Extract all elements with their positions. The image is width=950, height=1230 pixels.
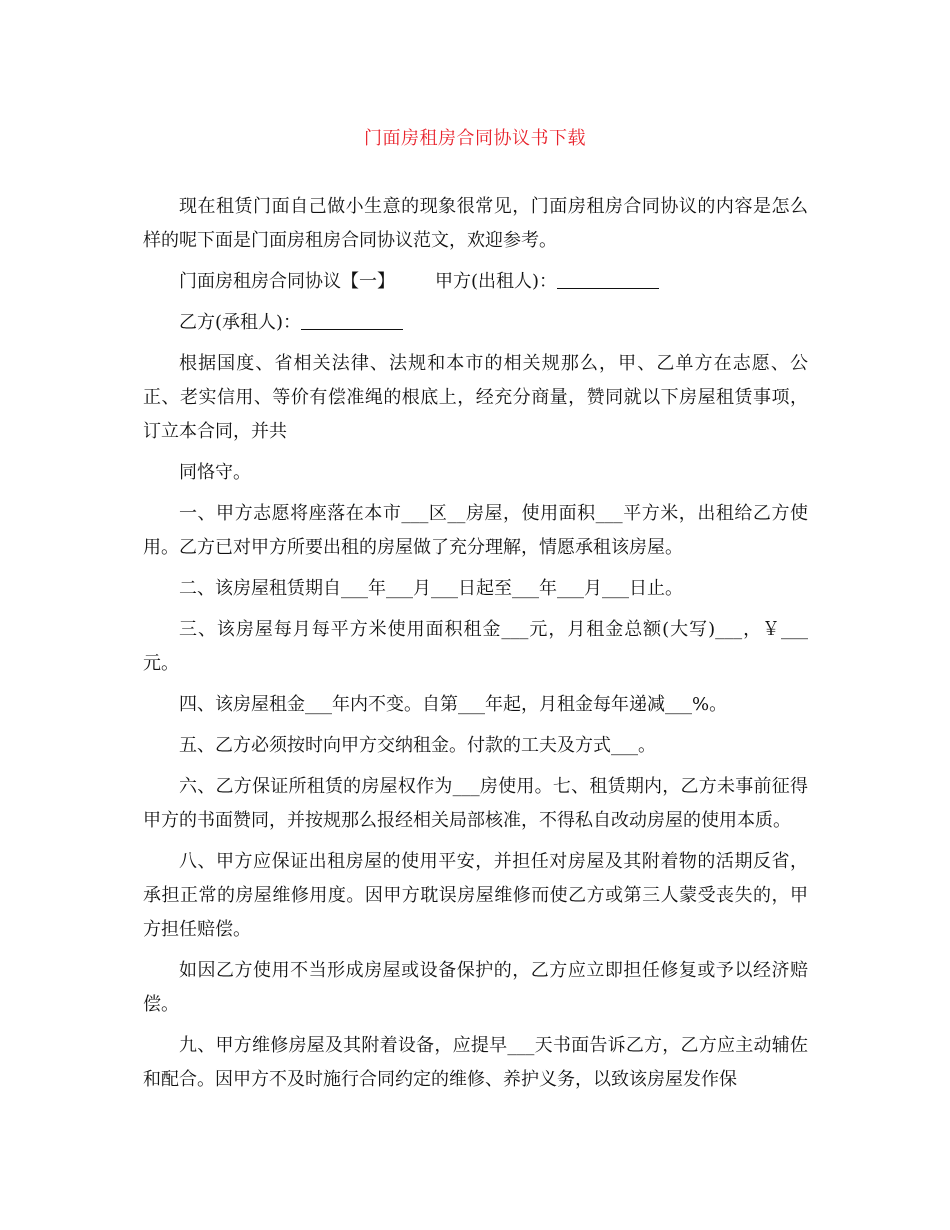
party-b-label: 乙方(承租人)： xyxy=(179,312,302,333)
paragraph-heading-line xyxy=(143,265,808,299)
paragraph-intro: 现在租赁门面自己做小生意的现象很常见，门面房租房合同协议的内容是怎么样的呢下面是门面房租房合同协议范文，欢迎参考。 xyxy=(143,196,808,251)
paragraph-4: 同恪守。 xyxy=(179,462,251,483)
paragraph-10: 六、乙方保证所租赁的房屋权作为___房使用。七、租赁期内，乙方未事前征得甲方的书面赞同，并按规那么报经相关局部核准，不得私自改动房屋的使用本质。 xyxy=(143,776,808,831)
paragraph-13: 九、甲方维修房屋及其附着设备，应提早___天书面告诉乙方，乙方应主动辅佐和配合。因甲方不及时施行合同约定的维修、养护义务，以致该房屋发作保 xyxy=(143,1035,808,1090)
party-a-label: 甲方(出租人)： xyxy=(435,271,558,292)
paragraph-11: 八、甲方应保证出租房屋的使用平安，并担任对房屋及其附着物的活期反省，承担正常的房屋维修用度。因甲方耽误房屋维修而使乙方或第三人蒙受丧失的，甲方担任赔偿。 xyxy=(143,851,808,940)
paragraph-6: 二、该房屋租赁期自___年___月___日起至___年___月___日止。 xyxy=(179,578,683,599)
paragraph-7: 三、该房屋每月每平方米使用面积租金___元，月租金总额(大写)___，￥___元。 xyxy=(143,619,808,674)
party-a-blank xyxy=(557,270,659,289)
party-b-blank xyxy=(301,311,403,330)
paragraph-8: 四、该房屋租金___年内不变。自第___年起，月租金每年递减___%。 xyxy=(179,694,728,715)
document-title: 门面房租房合同协议书下载 xyxy=(364,128,586,149)
paragraph-3: 根据国度、省相关法律、法规和本市的相关规那么，甲、乙单方在志愿、公正、老实信用、等价有偿准绳的根底上，经充分商量，赞同就以下房屋租赁事项，订立本合同，并共 xyxy=(143,353,808,442)
paragraph-9: 五、乙方必须按时向甲方交纳租金。付款的工夫及方式___。 xyxy=(179,735,656,756)
paragraph-party-b xyxy=(143,306,808,340)
contract-heading: 门面房租房合同协议【一】 xyxy=(179,271,395,292)
document-body xyxy=(143,190,808,1104)
paragraph-12: 如因乙方使用不当形成房屋或设备保护的，乙方应立即担任修复或予以经济赔偿。 xyxy=(143,960,808,1015)
paragraph-5: 一、甲方志愿将座落在本市___区__房屋，使用面积___平方米，出租给乙方使用。乙方已对甲方所要出租的房屋做了充分理解，情愿承租该房屋。 xyxy=(143,503,808,558)
